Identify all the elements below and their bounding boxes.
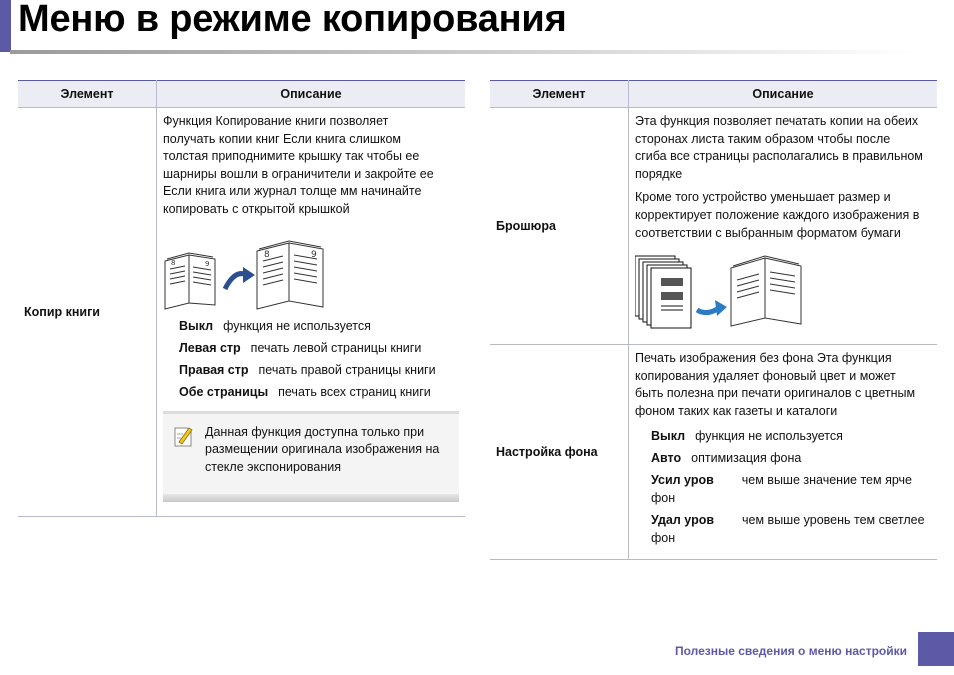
row-description-book-copy — [157, 108, 466, 517]
option-enhance-level: Усил уров чем выше значение тем ярче фон — [651, 472, 912, 505]
background-intro: Печать изображения без фона Эта функция копирования удаляет фоновый цвет и может быть полезна при печати оригиналов с цветным фоном таких как газеты и каталоги — [635, 351, 916, 418]
left-table-header-row — [18, 81, 465, 108]
option-off: Выкл функция не используется — [651, 428, 843, 443]
option-auto: Авто оптимизация фона — [651, 450, 802, 465]
book-copy-illustration — [163, 239, 333, 311]
arrow-icon — [697, 308, 719, 313]
row-description-booklet — [629, 108, 938, 345]
left-header-element: Элемент — [18, 81, 157, 108]
svg-text:9: 9 — [205, 259, 210, 268]
svg-text:8: 8 — [171, 258, 176, 267]
page-stack-icon — [635, 256, 691, 328]
open-book-large-icon — [257, 241, 323, 309]
booklet-illustration — [635, 254, 815, 330]
row-description-background — [629, 345, 938, 559]
row-element-book-copy: Копир книги — [18, 108, 157, 517]
option-right-page: Правая стр печать правой страницы книги — [179, 362, 436, 377]
right-menu-table — [490, 80, 937, 560]
title-accent-bar — [0, 0, 11, 52]
row-element-booklet: Брошюра — [490, 108, 629, 345]
option-left-page: Левая стр печать левой страницы книги — [179, 340, 422, 355]
right-header-description: Описание — [629, 81, 938, 108]
table-row — [18, 108, 465, 517]
table-row — [490, 108, 937, 345]
row-element-background: Настройка фона — [490, 345, 629, 559]
table-row — [490, 345, 937, 559]
page-title: Меню в режиме копирования — [18, 0, 567, 40]
note-box — [163, 411, 459, 503]
page-number-badge — [918, 632, 954, 666]
option-erase-level: Удал уров чем выше уровень тем светлее фон — [651, 512, 925, 545]
left-header-description: Описание — [157, 81, 466, 108]
right-table-header-row — [490, 81, 937, 108]
title-underline — [10, 50, 920, 54]
option-both-pages: Обе страницы печать всех страниц книги — [179, 384, 431, 399]
booklet-paragraph-2: Кроме того устройство уменьшает размер и корректирует положение каждого изображения в соответствии с выбранным форматом бумаги — [635, 190, 920, 240]
open-book-small-icon — [165, 253, 215, 309]
book-copy-intro: Функция Копирование книги позволяет получать копии книг Если книга слишком толстая приподнимите крышку так чтобы ее шарниры вошли в ограничители и закройте ее Если книга или журнал толще мм начинайте копировать с открытой крышкой — [163, 114, 434, 216]
right-header-element: Элемент — [490, 81, 629, 108]
svg-text:8: 8 — [264, 249, 270, 260]
note-pencil-icon — [173, 424, 195, 448]
option-off: Выкл функция не используется — [179, 318, 371, 333]
footer-section-title: Полезные сведения о меню настройки — [674, 644, 907, 658]
left-menu-table — [18, 80, 465, 517]
note-text: Данная функция доступна только при размещении оригинала изображения на стекле экспонирования — [205, 424, 440, 474]
booklet-paragraph-1: Эта функция позволяет печатать копии на обеих сторонах листа таким образом чтобы после сгиба все страницы располагались в правильном порядке — [635, 114, 923, 181]
booklet-icon — [731, 256, 801, 326]
svg-text:9: 9 — [311, 249, 317, 260]
